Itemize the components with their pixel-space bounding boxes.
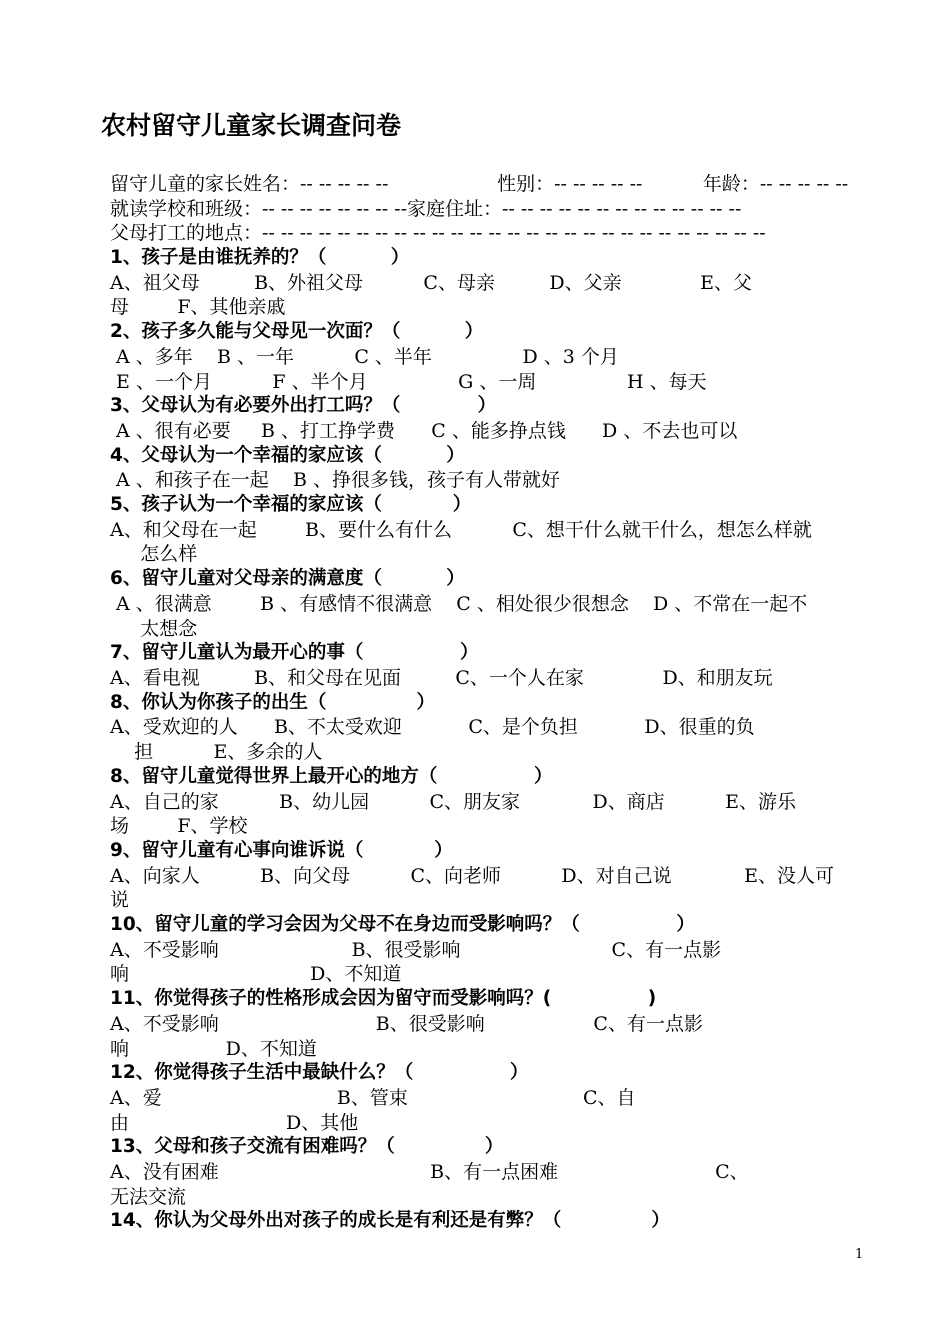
answer-options-line: A、没有困难 B、有一点困难 C、 [110,1161,749,1183]
answer-options-line: A、和父母在一起 B、要什么有什么 C、想干什么就干什么，想怎么样就 [110,519,812,541]
question-text: 5、孩子认为一个幸福的家应该（ ） [110,494,472,515]
question-text: 8、留守儿童觉得世界上最开心的地方（ ） [110,766,553,787]
question-text: 13、父母和孩子交流有困难吗？（ ） [110,1136,504,1157]
answer-options-line: 说 [110,889,130,911]
answer-options-line: 无法交流 [110,1186,187,1208]
question-text: 10、留守儿童的学习会因为父母不在身边而受影响吗？（ ） [110,914,695,935]
question-text: 12、你觉得孩子生活中最缺什么？（ ） [110,1062,529,1083]
answer-options-line: A、不受影响 B、很受影响 C、有一点影 [110,1013,703,1035]
document-title: 农村留守儿童家长调查问卷 [101,111,402,140]
answer-options-line: A 、很满意 B 、有感情不很满意 C 、相处很少很想念 D 、不常在一起不 [110,593,808,615]
header-field-line: 父母打工的地点：-- -- -- -- -- -- -- -- -- -- -- -- -- -- -- -- -- -- -- -- -- -- -- -- -- -- -- [110,222,766,244]
answer-options-line: A、自己的家 B、幼儿园 C、朋友家 D、商店 E、游乐 [110,791,796,813]
answer-options-line: A、祖父母 B、外祖父母 C、母亲 D、父亲 E、父 [110,272,752,294]
answer-options-line: E 、一个月 F 、半个月 G 、一周 H 、每天 [110,371,707,393]
question-text: 9、留守儿童有心事向谁诉说（ ） [110,840,453,861]
answer-options-line: 场 F、学校 [110,815,248,837]
answer-options-line: A、不受影响 B、很受影响 C、有一点影 [110,939,722,961]
question-text: 6、留守儿童对父母亲的满意度（ ） [110,568,465,589]
answer-options-line: 怎么样 [110,543,198,565]
answer-options-line: A、受欢迎的人 B、不太受欢迎 C、是个负担 D、很重的负 [110,716,755,738]
answer-options-line: 响 D、不知道 [110,1038,317,1060]
answer-options-line: A 、很有必要 B 、打工挣学费 C 、能多挣点钱 D 、不去也可以 [110,420,738,442]
answer-options-line: 由 D、其他 [110,1112,359,1134]
question-text: 4、父母认为一个幸福的家应该（ ） [110,445,465,466]
question-text: 1、孩子是由谁抚养的？（ ） [110,247,410,268]
answer-options-line: A、向家人 B、向父母 C、向老师 D、对自己说 E、没人可 [110,865,834,887]
header-field-line: 就读学校和班级：-- -- -- -- -- -- -- --家庭住址：-- -- -- -- -- -- -- -- -- -- -- -- -- [110,198,742,220]
answer-options-line: 担 E、多余的人 [110,741,323,763]
answer-options-line: A、爱 B、管束 C、自 [110,1087,636,1109]
question-text: 8、你认为你孩子的出生（ ） [110,692,436,713]
answer-options-line: A 、和孩子在一起 B 、挣很多钱，孩子有人带就好 [110,469,560,491]
answer-options-line: 母 F、其他亲戚 [110,296,286,318]
question-text: 2、孩子多久能与父母见一次面？（ ） [110,321,484,342]
question-text: 3、父母认为有必要外出打工吗？（ ） [110,395,497,416]
answer-options-line: 响 D、不知道 [110,963,402,985]
page-number: 1 [855,1247,864,1262]
header-field-line: 留守儿童的家长姓名：-- -- -- -- -- 性别：-- -- -- -- -- 年龄：-- -- -- -- -- [110,173,849,195]
answer-options-line: 太想念 [110,618,198,640]
answer-options-line: A、看电视 B、和父母在见面 C、一个人在家 D、和朋友玩 [110,667,773,689]
answer-options-line: A 、多年 B 、一年 C 、半年 D 、3 个月 [110,346,619,368]
question-text: 11、你觉得孩子的性格形成会因为留守而受影响吗？( ) [110,988,657,1009]
question-text: 7、留守儿童认为最开心的事（ ） [110,642,479,663]
question-text: 14、你认为父母外出对孩子的成长是有利还是有弊？（ ） [110,1210,670,1231]
